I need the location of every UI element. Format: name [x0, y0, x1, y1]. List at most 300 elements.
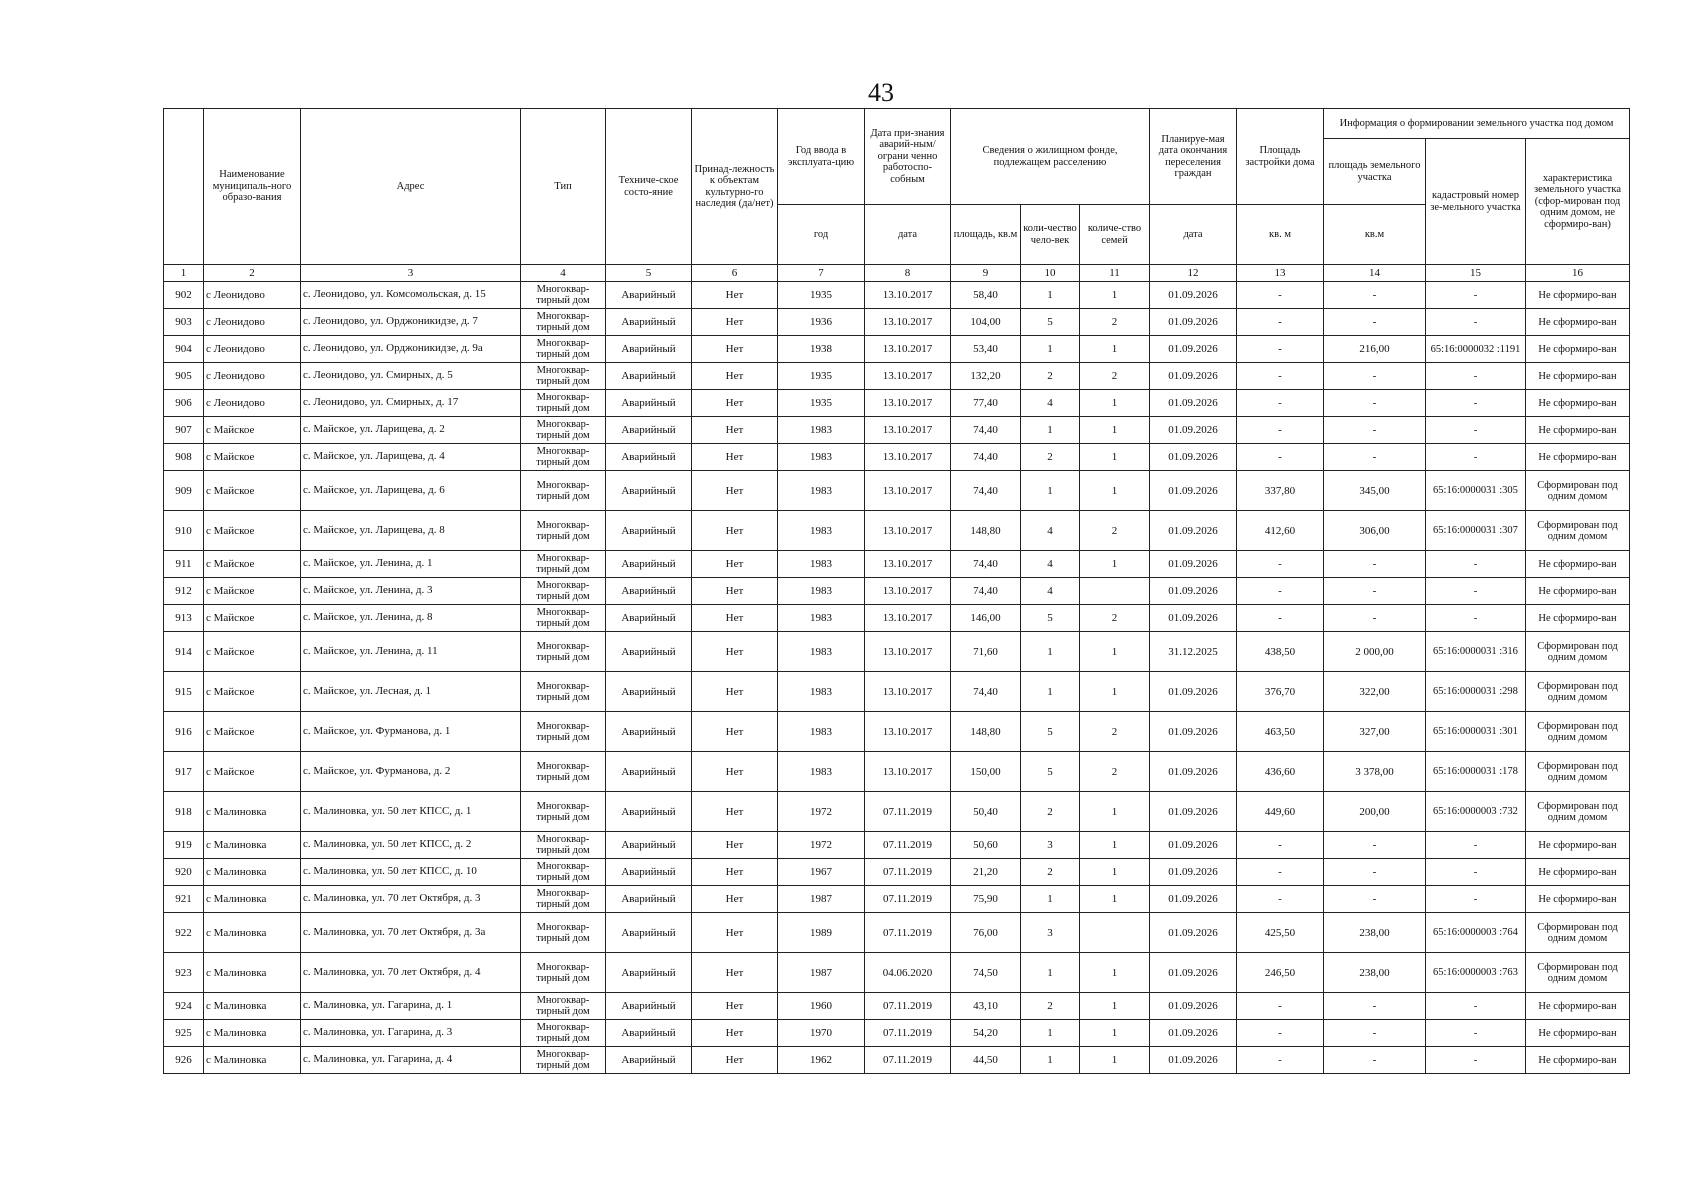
municipality-cell: с Малиновка	[204, 1020, 301, 1047]
area-cell: 148,80	[951, 511, 1021, 551]
families-cell: 2	[1080, 605, 1150, 632]
condition-cell: Аварийный	[606, 336, 692, 363]
recognition-date-cell: 13.10.2017	[865, 511, 951, 551]
resettlement-date-cell: 01.09.2026	[1150, 511, 1237, 551]
address-cell: с. Малиновка, ул. 70 лет Октября, д. 3	[301, 886, 521, 913]
municipality-cell: с Майское	[204, 551, 301, 578]
type-cell: Многоквар-тирный дом	[521, 712, 606, 752]
table-row	[164, 672, 1630, 712]
address-cell: с. Леонидово, ул. Смирных, д. 17	[301, 390, 521, 417]
column-number: 4	[521, 265, 606, 282]
characteristic-cell: Не сформиро-ван	[1526, 390, 1630, 417]
heritage-cell: Нет	[692, 832, 778, 859]
land-area-cell: 345,00	[1324, 471, 1426, 511]
area-cell: 74,40	[951, 444, 1021, 471]
heritage-cell: Нет	[692, 309, 778, 336]
built-area-cell: 337,80	[1237, 471, 1324, 511]
header-land-info-group: Информация о формировании земельного участка под домом	[1324, 109, 1630, 139]
land-area-cell: -	[1324, 551, 1426, 578]
people-cell: 1	[1021, 886, 1080, 913]
table-row	[164, 390, 1630, 417]
address-cell: с. Малиновка, ул. Гагарина, д. 4	[301, 1047, 521, 1074]
condition-cell: Аварийный	[606, 832, 692, 859]
address-cell: с. Малиновка, ул. Гагарина, д. 3	[301, 1020, 521, 1047]
recognition-date-cell: 07.11.2019	[865, 913, 951, 953]
families-cell: 2	[1080, 752, 1150, 792]
condition-cell: Аварийный	[606, 953, 692, 993]
people-cell: 1	[1021, 672, 1080, 712]
municipality-cell: с Малиновка	[204, 1047, 301, 1074]
column-number: 14	[1324, 265, 1426, 282]
resettlement-date-cell: 01.09.2026	[1150, 993, 1237, 1020]
year-cell: 1983	[778, 672, 865, 712]
built-area-cell: -	[1237, 832, 1324, 859]
people-cell: 2	[1021, 859, 1080, 886]
resettlement-date-cell: 01.09.2026	[1150, 752, 1237, 792]
characteristic-cell: Сформирован под одним домом	[1526, 672, 1630, 712]
characteristic-cell: Не сформиро-ван	[1526, 417, 1630, 444]
municipality-cell: с Майское	[204, 578, 301, 605]
year-cell: 1983	[778, 471, 865, 511]
cadastral-cell: 65:16:0000031 :298	[1426, 672, 1526, 712]
land-area-cell: -	[1324, 390, 1426, 417]
table-row	[164, 953, 1630, 993]
condition-cell: Аварийный	[606, 578, 692, 605]
header-resettlement-sub: дата	[1150, 205, 1237, 265]
type-cell: Многоквар-тирный дом	[521, 792, 606, 832]
row-number: 916	[164, 712, 204, 752]
land-area-cell: -	[1324, 886, 1426, 913]
families-cell: 1	[1080, 672, 1150, 712]
year-cell: 1972	[778, 832, 865, 859]
families-cell: 2	[1080, 511, 1150, 551]
municipality-cell: с Майское	[204, 712, 301, 752]
address-cell: с. Леонидово, ул. Орджоникидзе, д. 9а	[301, 336, 521, 363]
area-cell: 146,00	[951, 605, 1021, 632]
cadastral-cell: 65:16:0000031 :307	[1426, 511, 1526, 551]
condition-cell: Аварийный	[606, 672, 692, 712]
people-cell: 5	[1021, 752, 1080, 792]
resettlement-date-cell: 01.09.2026	[1150, 578, 1237, 605]
area-cell: 43,10	[951, 993, 1021, 1020]
address-cell: с. Майское, ул. Ларищева, д. 8	[301, 511, 521, 551]
families-cell: 1	[1080, 336, 1150, 363]
year-cell: 1935	[778, 390, 865, 417]
municipality-cell: с Малиновка	[204, 792, 301, 832]
year-cell: 1962	[778, 1047, 865, 1074]
land-area-cell: 200,00	[1324, 792, 1426, 832]
families-cell: 1	[1080, 471, 1150, 511]
header-housing-group: Сведения о жилищном фонде, подлежащем расселению	[951, 109, 1150, 205]
condition-cell: Аварийный	[606, 605, 692, 632]
land-area-cell: 238,00	[1324, 913, 1426, 953]
table-row	[164, 993, 1630, 1020]
municipality-cell: с Майское	[204, 672, 301, 712]
table-row	[164, 511, 1630, 551]
resettlement-date-cell: 01.09.2026	[1150, 886, 1237, 913]
year-cell: 1972	[778, 792, 865, 832]
built-area-cell: -	[1237, 309, 1324, 336]
header-address: Адрес	[301, 109, 521, 265]
people-cell: 5	[1021, 309, 1080, 336]
families-cell: 1	[1080, 444, 1150, 471]
municipality-cell: с Малиновка	[204, 953, 301, 993]
people-cell: 4	[1021, 551, 1080, 578]
row-number: 915	[164, 672, 204, 712]
recognition-date-cell: 07.11.2019	[865, 993, 951, 1020]
built-area-cell: -	[1237, 1020, 1324, 1047]
header-year-group: Год ввода в эксплуата-цию	[778, 109, 865, 205]
municipality-cell: с Малиновка	[204, 913, 301, 953]
built-area-cell: -	[1237, 859, 1324, 886]
row-number: 926	[164, 1047, 204, 1074]
land-area-cell: -	[1324, 1020, 1426, 1047]
resettlement-date-cell: 01.09.2026	[1150, 953, 1237, 993]
characteristic-cell: Не сформиро-ван	[1526, 309, 1630, 336]
header-municipality: Наименование муниципаль-ного образо-вания	[204, 109, 301, 265]
row-number: 905	[164, 363, 204, 390]
families-cell: 1	[1080, 792, 1150, 832]
condition-cell: Аварийный	[606, 712, 692, 752]
year-cell: 1935	[778, 363, 865, 390]
recognition-date-cell: 13.10.2017	[865, 578, 951, 605]
built-area-cell: -	[1237, 605, 1324, 632]
cadastral-cell: -	[1426, 417, 1526, 444]
column-number: 16	[1526, 265, 1630, 282]
address-cell: с. Малиновка, ул. 70 лет Октября, д. 4	[301, 953, 521, 993]
built-area-cell: 376,70	[1237, 672, 1324, 712]
recognition-date-cell: 07.11.2019	[865, 832, 951, 859]
municipality-cell: с Майское	[204, 605, 301, 632]
row-number: 913	[164, 605, 204, 632]
built-area-cell: -	[1237, 336, 1324, 363]
cadastral-cell: -	[1426, 578, 1526, 605]
row-number: 914	[164, 632, 204, 672]
heritage-cell: Нет	[692, 712, 778, 752]
characteristic-cell: Сформирован под одним домом	[1526, 953, 1630, 993]
condition-cell: Аварийный	[606, 511, 692, 551]
table-row	[164, 859, 1630, 886]
year-cell: 1970	[778, 1020, 865, 1047]
land-area-cell: -	[1324, 363, 1426, 390]
area-cell: 58,40	[951, 282, 1021, 309]
recognition-date-cell: 04.06.2020	[865, 953, 951, 993]
heritage-cell: Нет	[692, 390, 778, 417]
table-row	[164, 363, 1630, 390]
people-cell: 2	[1021, 993, 1080, 1020]
header-cadastral: кадастровый номер зе-мельного участка	[1426, 139, 1526, 265]
type-cell: Многоквар-тирный дом	[521, 953, 606, 993]
type-cell: Многоквар-тирный дом	[521, 363, 606, 390]
column-number: 2	[204, 265, 301, 282]
resettlement-date-cell: 01.09.2026	[1150, 1047, 1237, 1074]
table-row	[164, 832, 1630, 859]
characteristic-cell: Сформирован под одним домом	[1526, 511, 1630, 551]
heritage-cell: Нет	[692, 632, 778, 672]
built-area-cell: 246,50	[1237, 953, 1324, 993]
people-cell: 2	[1021, 792, 1080, 832]
heritage-cell: Нет	[692, 471, 778, 511]
year-cell: 1936	[778, 309, 865, 336]
type-cell: Многоквар-тирный дом	[521, 578, 606, 605]
cadastral-cell: 65:16:0000031 :305	[1426, 471, 1526, 511]
condition-cell: Аварийный	[606, 1047, 692, 1074]
cadastral-cell: -	[1426, 444, 1526, 471]
characteristic-cell: Сформирован под одним домом	[1526, 752, 1630, 792]
area-cell: 74,40	[951, 578, 1021, 605]
area-cell: 54,20	[951, 1020, 1021, 1047]
header-condition: Техниче-ское состо-яние	[606, 109, 692, 265]
area-cell: 74,40	[951, 672, 1021, 712]
address-cell: с. Леонидово, ул. Орджоникидзе, д. 7	[301, 309, 521, 336]
resettlement-date-cell: 01.09.2026	[1150, 363, 1237, 390]
cadastral-cell: -	[1426, 993, 1526, 1020]
characteristic-cell: Не сформиро-ван	[1526, 282, 1630, 309]
recognition-date-cell: 13.10.2017	[865, 605, 951, 632]
type-cell: Многоквар-тирный дом	[521, 913, 606, 953]
address-cell: с. Майское, ул. Ларищева, д. 2	[301, 417, 521, 444]
built-area-cell: 449,60	[1237, 792, 1324, 832]
condition-cell: Аварийный	[606, 363, 692, 390]
table-row	[164, 1047, 1630, 1074]
row-number: 904	[164, 336, 204, 363]
header-recognition-group: Дата при-знания аварий-ным/ограни ченно работоспо-собным	[865, 109, 951, 205]
families-cell: 1	[1080, 551, 1150, 578]
header-characteristic: характеристика земельного участка (сфор-мирован под одним домом, не сформиро-ван)	[1526, 139, 1630, 265]
people-cell: 2	[1021, 363, 1080, 390]
column-number: 12	[1150, 265, 1237, 282]
municipality-cell: с Майское	[204, 632, 301, 672]
condition-cell: Аварийный	[606, 859, 692, 886]
cadastral-cell: 65:16:0000031 :301	[1426, 712, 1526, 752]
land-area-cell: -	[1324, 282, 1426, 309]
cadastral-cell: -	[1426, 390, 1526, 417]
heritage-cell: Нет	[692, 886, 778, 913]
built-area-cell: -	[1237, 363, 1324, 390]
heritage-cell: Нет	[692, 605, 778, 632]
land-area-cell: -	[1324, 832, 1426, 859]
table-body	[164, 282, 1630, 1074]
address-cell: с. Малиновка, ул. 50 лет КПСС, д. 1	[301, 792, 521, 832]
families-cell: 1	[1080, 1047, 1150, 1074]
type-cell: Многоквар-тирный дом	[521, 859, 606, 886]
characteristic-cell: Не сформиро-ван	[1526, 1047, 1630, 1074]
built-area-cell: 425,50	[1237, 913, 1324, 953]
year-cell: 1983	[778, 752, 865, 792]
table-row	[164, 913, 1630, 953]
recognition-date-cell: 13.10.2017	[865, 712, 951, 752]
land-area-cell: 238,00	[1324, 953, 1426, 993]
built-area-cell: 463,50	[1237, 712, 1324, 752]
characteristic-cell: Не сформиро-ван	[1526, 444, 1630, 471]
condition-cell: Аварийный	[606, 551, 692, 578]
row-number: 908	[164, 444, 204, 471]
characteristic-cell: Не сформиро-ван	[1526, 578, 1630, 605]
area-cell: 132,20	[951, 363, 1021, 390]
families-cell	[1080, 913, 1150, 953]
families-cell: 1	[1080, 417, 1150, 444]
resettlement-date-cell: 01.09.2026	[1150, 417, 1237, 444]
families-cell: 2	[1080, 712, 1150, 752]
address-cell: с. Майское, ул. Ленина, д. 1	[301, 551, 521, 578]
area-cell: 74,40	[951, 417, 1021, 444]
recognition-date-cell: 13.10.2017	[865, 417, 951, 444]
land-area-cell: -	[1324, 578, 1426, 605]
type-cell: Многоквар-тирный дом	[521, 1047, 606, 1074]
heritage-cell: Нет	[692, 672, 778, 712]
recognition-date-cell: 07.11.2019	[865, 859, 951, 886]
table-row	[164, 444, 1630, 471]
cadastral-cell: -	[1426, 605, 1526, 632]
year-cell: 1989	[778, 913, 865, 953]
condition-cell: Аварийный	[606, 309, 692, 336]
address-cell: с. Майское, ул. Фурманова, д. 1	[301, 712, 521, 752]
built-area-cell: 412,60	[1237, 511, 1324, 551]
condition-cell: Аварийный	[606, 444, 692, 471]
year-cell: 1967	[778, 859, 865, 886]
resettlement-date-cell: 01.09.2026	[1150, 336, 1237, 363]
type-cell: Многоквар-тирный дом	[521, 886, 606, 913]
heritage-cell: Нет	[692, 913, 778, 953]
people-cell: 3	[1021, 832, 1080, 859]
resettlement-date-cell: 01.09.2026	[1150, 282, 1237, 309]
families-cell: 2	[1080, 309, 1150, 336]
cadastral-cell: 65:16:0000031 :178	[1426, 752, 1526, 792]
heritage-cell: Нет	[692, 417, 778, 444]
built-area-cell: 438,50	[1237, 632, 1324, 672]
row-number: 919	[164, 832, 204, 859]
built-area-cell: -	[1237, 551, 1324, 578]
type-cell: Многоквар-тирный дом	[521, 309, 606, 336]
municipality-cell: с Леонидово	[204, 336, 301, 363]
people-cell: 1	[1021, 336, 1080, 363]
municipality-cell: с Майское	[204, 417, 301, 444]
area-cell: 74,40	[951, 551, 1021, 578]
row-number: 906	[164, 390, 204, 417]
header-built-area-group: Площадь застройки дома	[1237, 109, 1324, 205]
heritage-cell: Нет	[692, 953, 778, 993]
type-cell: Многоквар-тирный дом	[521, 832, 606, 859]
condition-cell: Аварийный	[606, 792, 692, 832]
condition-cell: Аварийный	[606, 417, 692, 444]
header-area-sub: площадь, кв.м	[951, 205, 1021, 265]
year-cell: 1987	[778, 953, 865, 993]
people-cell: 4	[1021, 578, 1080, 605]
table-row	[164, 471, 1630, 511]
address-cell: с. Майское, ул. Лесная, д. 1	[301, 672, 521, 712]
year-cell: 1983	[778, 712, 865, 752]
municipality-cell: с Малиновка	[204, 859, 301, 886]
type-cell: Многоквар-тирный дом	[521, 993, 606, 1020]
address-cell: с. Майское, ул. Ларищева, д. 4	[301, 444, 521, 471]
people-cell: 1	[1021, 953, 1080, 993]
families-cell: 1	[1080, 832, 1150, 859]
resettlement-date-cell: 01.09.2026	[1150, 1020, 1237, 1047]
heritage-cell: Нет	[692, 444, 778, 471]
families-cell: 1	[1080, 953, 1150, 993]
area-cell: 44,50	[951, 1047, 1021, 1074]
land-area-cell: 2 000,00	[1324, 632, 1426, 672]
built-area-cell: 436,60	[1237, 752, 1324, 792]
address-cell: с. Леонидово, ул. Смирных, д. 5	[301, 363, 521, 390]
year-cell: 1983	[778, 632, 865, 672]
type-cell: Многоквар-тирный дом	[521, 1020, 606, 1047]
area-cell: 104,00	[951, 309, 1021, 336]
land-area-cell: 306,00	[1324, 511, 1426, 551]
people-cell: 1	[1021, 282, 1080, 309]
table-row	[164, 605, 1630, 632]
address-cell: с. Малиновка, ул. 70 лет Октября, д. 3а	[301, 913, 521, 953]
land-area-cell: -	[1324, 309, 1426, 336]
condition-cell: Аварийный	[606, 471, 692, 511]
year-cell: 1983	[778, 417, 865, 444]
cadastral-cell: 65:16:0000003 :732	[1426, 792, 1526, 832]
municipality-cell: с Леонидово	[204, 282, 301, 309]
recognition-date-cell: 13.10.2017	[865, 632, 951, 672]
header-type: Тип	[521, 109, 606, 265]
address-cell: с. Майское, ул. Ленина, д. 3	[301, 578, 521, 605]
address-cell: с. Малиновка, ул. 50 лет КПСС, д. 10	[301, 859, 521, 886]
resettlement-date-cell: 31.12.2025	[1150, 632, 1237, 672]
built-area-cell: -	[1237, 444, 1324, 471]
address-cell: с. Малиновка, ул. 50 лет КПСС, д. 2	[301, 832, 521, 859]
table-row	[164, 578, 1630, 605]
row-number: 918	[164, 792, 204, 832]
recognition-date-cell: 13.10.2017	[865, 752, 951, 792]
table-row	[164, 792, 1630, 832]
heritage-cell: Нет	[692, 363, 778, 390]
column-number-row	[164, 265, 1630, 282]
families-cell: 1	[1080, 993, 1150, 1020]
condition-cell: Аварийный	[606, 632, 692, 672]
people-cell: 5	[1021, 605, 1080, 632]
type-cell: Многоквар-тирный дом	[521, 605, 606, 632]
table-row	[164, 712, 1630, 752]
cadastral-cell: -	[1426, 1020, 1526, 1047]
address-cell: с. Майское, ул. Фурманова, д. 2	[301, 752, 521, 792]
table-row	[164, 886, 1630, 913]
land-area-cell: -	[1324, 417, 1426, 444]
land-area-cell: -	[1324, 444, 1426, 471]
heritage-cell: Нет	[692, 511, 778, 551]
column-number: 7	[778, 265, 865, 282]
type-cell: Многоквар-тирный дом	[521, 632, 606, 672]
column-number: 8	[865, 265, 951, 282]
area-cell: 50,60	[951, 832, 1021, 859]
families-cell: 1	[1080, 886, 1150, 913]
type-cell: Многоквар-тирный дом	[521, 282, 606, 309]
heritage-cell: Нет	[692, 282, 778, 309]
type-cell: Многоквар-тирный дом	[521, 390, 606, 417]
recognition-date-cell: 07.11.2019	[865, 792, 951, 832]
cadastral-cell: -	[1426, 1047, 1526, 1074]
address-cell: с. Майское, ул. Ленина, д. 8	[301, 605, 521, 632]
resettlement-date-cell: 01.09.2026	[1150, 390, 1237, 417]
column-number: 3	[301, 265, 521, 282]
address-cell: с. Майское, ул. Ларищева, д. 6	[301, 471, 521, 511]
condition-cell: Аварийный	[606, 886, 692, 913]
families-cell: 1	[1080, 390, 1150, 417]
built-area-cell: -	[1237, 390, 1324, 417]
type-cell: Многоквар-тирный дом	[521, 672, 606, 712]
municipality-cell: с Майское	[204, 511, 301, 551]
area-cell: 75,90	[951, 886, 1021, 913]
municipality-cell: с Майское	[204, 444, 301, 471]
type-cell: Многоквар-тирный дом	[521, 752, 606, 792]
resettlement-date-cell: 01.09.2026	[1150, 913, 1237, 953]
year-cell: 1960	[778, 993, 865, 1020]
heritage-cell: Нет	[692, 792, 778, 832]
